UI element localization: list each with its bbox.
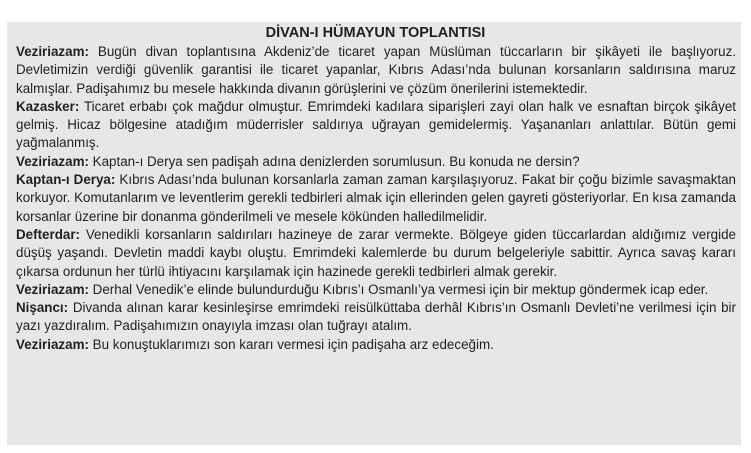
speaker-label: Defterdar: xyxy=(16,226,80,242)
dialogue-text: Kıbrıs Adası’nda bulunan korsanlarla zaman zaman karşılaşıyoruz. Fakat bir çoğu bizimle savaşmaktan korkuyor. Komutanlarım ve leventlerim gerekli tedbirleri almak için ellerinden gelen gayreti gösteriyorlar. En kısa zamanda korsanlar üzerine bir donanma gönderilmeli ve mesele kökünden halledilmelidir. xyxy=(16,172,737,224)
dialogue-line xyxy=(16,43,736,98)
dialogue-text: Venedikli korsanların saldırıları hazineye de zarar vermekte. Bölgeye giden tüccarlardan aldığımız vergide düşüş yaşandı. Devletin maddi kaybı oluştu. Emrimdeki kalemlerde bu durum belgeleriyle sabittir. Ayrıca savaş kararı çıkarsa ordunun her türlü ihtiyacını karşılamak için hazinede gerekli tedbirleri almak gerekir. xyxy=(16,226,736,279)
dialogue-body xyxy=(16,43,736,354)
speaker-label: Veziriazam: xyxy=(16,153,89,169)
speaker-label: Kazasker: xyxy=(16,98,80,114)
dialogue-text: Kaptan-ı Derya sen padişah adına denizlerden sorumlusun. Bu konuda ne dersin? xyxy=(88,153,580,169)
speaker-label: Veziriazam: xyxy=(16,44,89,59)
dialogue-line xyxy=(16,336,736,354)
speaker-label: Veziriazam: xyxy=(16,336,89,352)
dialogue-text: Derhal Venedik’e elinde bulundurduğu Kıbrıs’ı Osmanlı’ya vermesi için bir mektup göndermek icap eder. xyxy=(88,281,709,297)
dialogue-line xyxy=(16,98,736,153)
dialogue-text: Bu konuştuklarımızı son kararı vermesi için padişaha arz edeceğim. xyxy=(88,336,494,352)
dialogue-line xyxy=(16,171,736,226)
dialogue-text: Ticaret erbabı çok mağdur olmuştur. Emrimdeki kadılara siparişleri zayi olan halk ve esnaftan birçok şikâyet gelmiş. Hicaz bölgesine atadığım müderrisler saldırıya uğrayan gemidelermiş. Yaşananları anlattılar. Bütün gemi yağmalanmış. xyxy=(16,98,736,151)
dialogue-line xyxy=(16,281,736,299)
speaker-label: Nişancı: xyxy=(16,300,69,316)
dialogue-line xyxy=(16,299,736,336)
speaker-label: Kaptan-ı Derya: xyxy=(16,172,116,188)
dialogue-line xyxy=(16,153,736,171)
dialogue-line xyxy=(16,226,736,281)
document-title: DİVAN-I HÜMAYUN TOPLANTISI xyxy=(265,25,486,41)
dialogue-text: Bugün divan toplantısına Akdeniz’de ticaret yapan Müslüman tüccarların bir şikâyeti ile başlıyoruz. Devletimizin verdiği güvenlik garantisi ile ticaret yapanlar, Kıbrıs Adası’nda bulunan korsanların saldırısına maruz kalmışlar. Padişahımız bu mesele hakkında divanın görüşlerini ve çözüm önerilerini istemektedir. xyxy=(16,44,736,96)
dialogue-text: Divanda alınan karar kesinleşirse emrimdeki reisülküttaba derhâl Kıbrıs’ın Osmanlı Devleti’ne verilmesi için bir yazı yazdıralım. Padişahımızın onayıyla imzası olan tuğrayı atalım. xyxy=(16,300,736,334)
speaker-label: Veziriazam: xyxy=(16,281,89,297)
